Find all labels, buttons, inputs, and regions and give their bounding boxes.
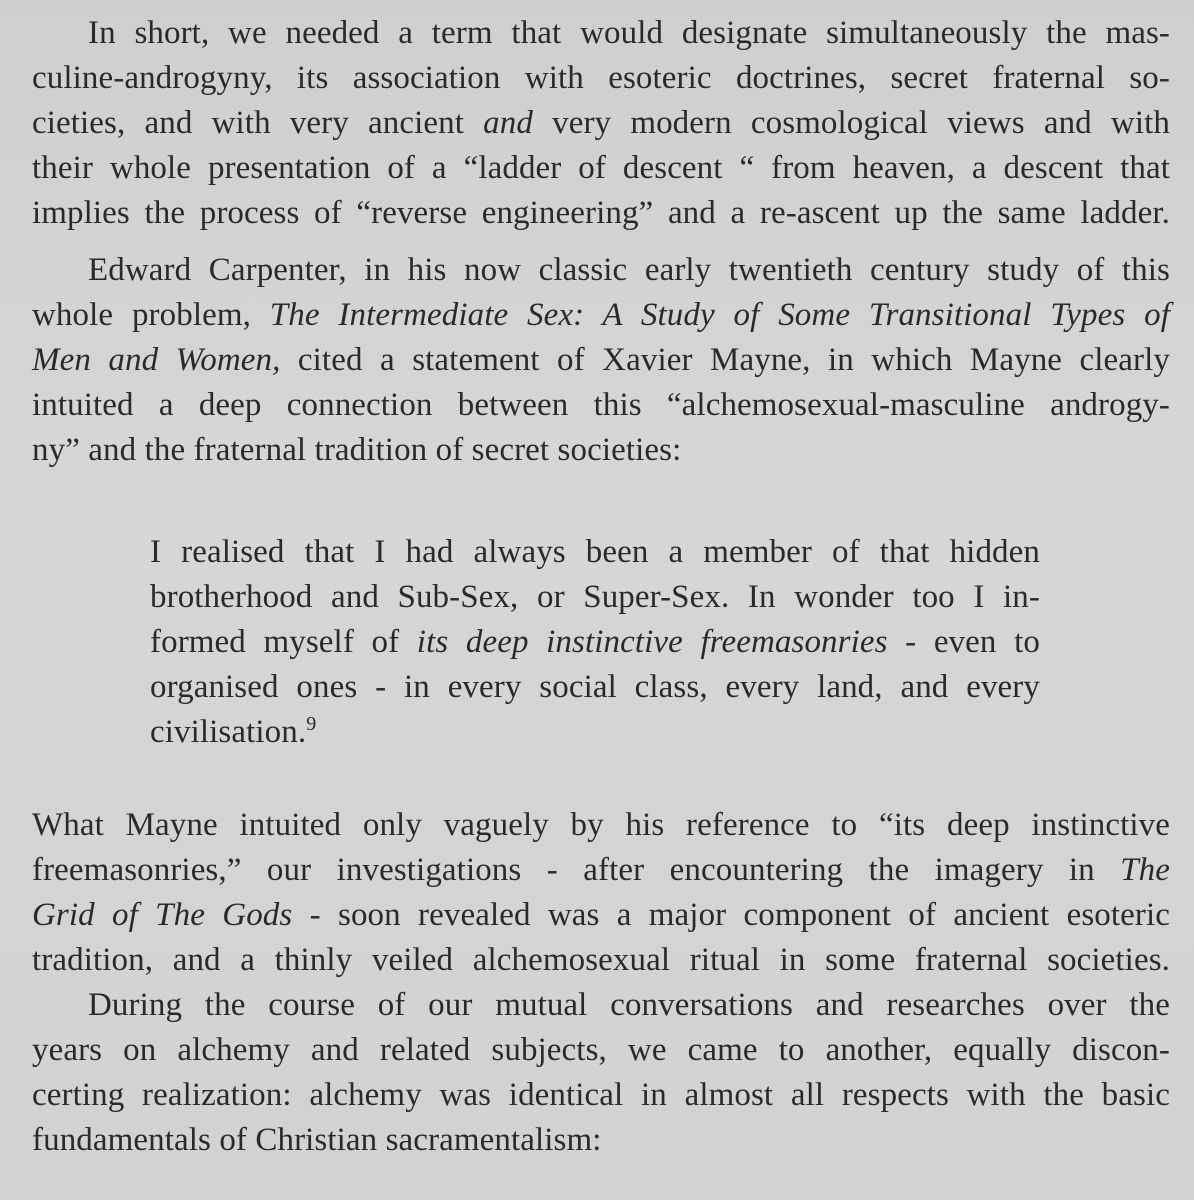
quote-line: formed myself of its deep instinctive freemasonries - even to — [150, 624, 1040, 660]
text-line: What Mayne intuited only vaguely by his reference to “its deep instinctive — [32, 807, 1170, 843]
text-line: their whole presentation of a “ladder of descent “ from heaven, a descent that — [32, 150, 1170, 186]
text-line: fundamentals of Christian sacramentalism: — [32, 1122, 602, 1158]
book-title: The Intermediate Sex: A Study of Some Transitional Types of — [269, 297, 1170, 333]
footnote-marker: 9 — [306, 713, 317, 735]
quote-line: brotherhood and Sub-Sex, or Super-Sex. In wonder too I in- — [150, 579, 1040, 615]
book-title: Men and Women, — [32, 342, 281, 378]
book-title: The — [1120, 852, 1170, 888]
italic-emphasis: and — [483, 105, 533, 141]
book-title: Grid of The Gods — [32, 897, 293, 933]
text-line: intuited a deep connection between this “alchemosexual-masculine androgy- — [32, 387, 1170, 423]
text-line: years on alchemy and related subjects, we came to another, equally discon- — [32, 1032, 1170, 1068]
text-line: ny” and the fraternal tradition of secret societies: — [32, 432, 682, 468]
text-line: cieties, and with very ancient and very modern cosmological views and with — [32, 105, 1171, 141]
text-line: freemasonries,” our investigations - after encountering the imagery in The — [32, 852, 1170, 888]
text-line: whole problem, The Intermediate Sex: A Study of Some Transitional Types of — [32, 297, 1170, 333]
text-line: Edward Carpenter, in his now classic early twentieth century study of this — [88, 252, 1170, 288]
book-page — [32, 0, 1172, 1200]
text-line: During the course of our mutual conversations and researches over the — [88, 987, 1170, 1023]
text-line: certing realization: alchemy was identical in almost all respects with the basic — [32, 1077, 1170, 1113]
quote-line: I realised that I had always been a member of that hidden — [150, 534, 1040, 570]
text-line: tradition, and a thinly veiled alchemosexual ritual in some fraternal societies. — [32, 942, 1170, 978]
text-line: culine-androgyny, its association with esoteric doctrines, secret fraternal so- — [32, 60, 1170, 96]
quote-line: organised ones - in every social class, every land, and every — [150, 669, 1040, 705]
italic-emphasis: its deep instinctive freemasonries — [416, 624, 888, 660]
text-line: In short, we needed a term that would designate simultaneously the mas- — [88, 15, 1170, 51]
text-line: implies the process of “reverse engineering” and a re-ascent up the same ladder. — [32, 195, 1170, 231]
quote-line: civilisation.$^9$ — [150, 713, 317, 750]
text-line: Men and Women, cited a statement of Xavier Mayne, in which Mayne clearly — [32, 342, 1170, 378]
text-line: Grid of The Gods - soon revealed was a major component of ancient esoteric — [32, 897, 1170, 933]
